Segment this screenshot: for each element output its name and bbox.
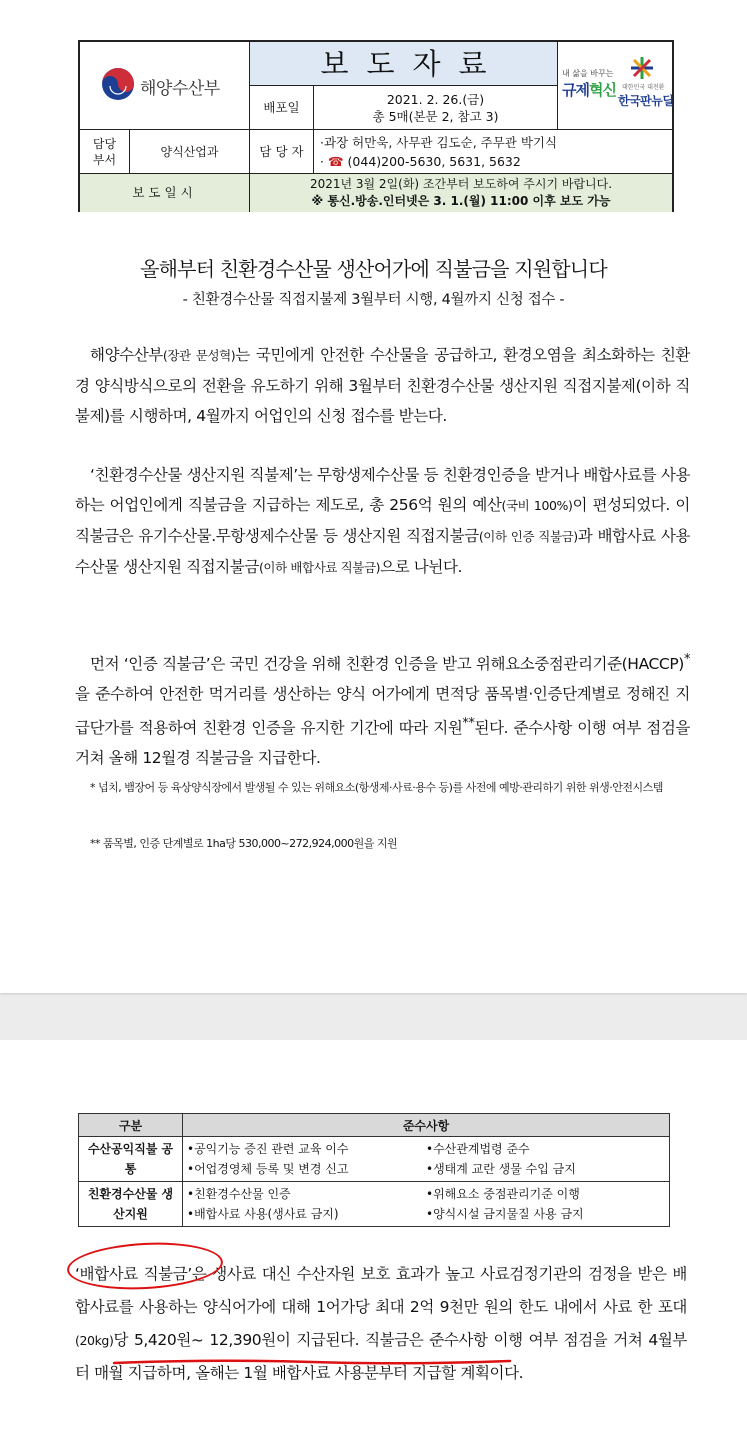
p2-text-e: 과 배합사료 사용 수산물 생산지원 직접지불금	[75, 527, 690, 576]
list-item: •수산관계법령 준수	[426, 1142, 530, 1156]
table-header-requirements: 준수사항	[183, 1114, 670, 1137]
distribution-date-value	[314, 86, 558, 130]
korean-new-deal-logo: 한국판뉴딜	[618, 94, 674, 108]
department-value: 양식산업과	[130, 130, 250, 174]
p4-text-b: (20kg)	[75, 1333, 114, 1348]
logo-text-b: 혁신	[588, 81, 616, 99]
body-paragraph-1	[75, 340, 690, 431]
p1-text-a: 해양수산부	[90, 346, 163, 364]
p4-text-a: ‘배합사료 직불금’은 생사료 대신 수산자원 보호 효과가 높고 사료검정기관의 검정을 받은 배합사료를 사용하는 양식어가에 대해 1어가당 최대 2억 9천만 원의 한도 내에서 사료 한 포대	[75, 1265, 687, 1316]
distribution-date: 2021. 2. 26.(금)	[386, 92, 485, 107]
department-label-line2: 부서	[92, 153, 117, 167]
department-label-line1: 담당	[92, 137, 117, 151]
headline: 올해부터 친환경수산물 생산어가에 직불금을 지원합니다	[140, 257, 607, 281]
press-release-header-table	[78, 40, 674, 212]
p2-text-f: (이하 배합사료 직불금)	[258, 560, 381, 575]
list-item: •위해요소 중점관리기준 이행	[426, 1187, 580, 1201]
phone-prefix: ·	[320, 154, 324, 169]
taegeuk-emblem-icon	[100, 66, 136, 102]
p3-text-a: 먼저 ‘인증 직불금’은 국민 건강을 위해 친환경 인증을 받고 위해요소중점관리기준(HACCP)	[90, 655, 684, 674]
regulation-innovation-logo-tagline: 내 삶을 바꾸는	[562, 69, 614, 78]
contact-person-label: 담 당 자	[250, 130, 314, 174]
p4-text-c: 당 5,420원~ 12,390원이 지급된다. 직불금은 준수사항 이행 여부 점검을 거쳐 4월부터 매월 지급하며, 올해는 1월 배합사료 사용분부터 지급할 계획이다.	[75, 1331, 687, 1382]
table-row-category: 수산공익직불 공통	[79, 1137, 183, 1182]
phone-icon: ☎	[327, 154, 344, 169]
table-row	[79, 1137, 670, 1182]
footnote-marker-2: **	[462, 716, 475, 732]
release-time-label: 보도일시	[80, 174, 250, 212]
p2-text-d: (이하 인증 직불금)	[478, 529, 578, 544]
release-time-line1: 2021년 3월 2일(화) 조간부터 보도하여 주시기 바랍니다.	[309, 177, 613, 191]
contact-names: ·과장 허만욱, 사무관 김도순, 주무관 박기식	[320, 135, 558, 150]
table-header-category: 구분	[79, 1114, 183, 1137]
logo-text-a: 규제	[562, 81, 589, 99]
campaign-logos-cell	[558, 42, 672, 130]
p2-text-b: (국비 100%)	[501, 498, 573, 513]
table-row-items	[183, 1137, 670, 1182]
list-item: •어업경영체 등록 및 변경 신고	[187, 1162, 349, 1176]
korean-new-deal-logo-tagline: 대한민국 대전환	[622, 84, 665, 91]
p2-text-g: 으로 나뉜다.	[380, 558, 463, 576]
p3-text-c: 된다. 준수사항 이행 여부 점검을 거쳐 올해 12월경 직불금을 지급한다.	[75, 719, 690, 768]
footnote-1: * 넙치, 뱀장어 등 육상양식장에서 발생될 수 있는 위해요소(항생제·사료·용수 등)를 사전에 예방·관리하기 위한 위생·안전시스템	[90, 781, 663, 794]
distribution-date-label: 배포일	[250, 86, 314, 130]
list-item: •공익기능 증진 관련 교육 이수	[187, 1142, 349, 1156]
list-item: •친환경수산물 인증	[187, 1187, 291, 1201]
p2-text-a: ‘친환경수산물 생산지원 직불제’는 무항생제수산물 등 친환경인증을 받거나 배합사료를 사용하는 어업인에게 직불금을 지급하는 제도로, 총 256억 원의 예산	[75, 466, 690, 514]
p2-text-c: 이 편성되었다. 이 직불금은 유기수산물.무항생제수산물 등 생산지원 직접지불금	[75, 496, 691, 545]
regulation-innovation-logo	[562, 79, 616, 100]
table-row	[79, 1182, 670, 1227]
contact-phone: (044)200-5630, 5631, 5632	[347, 154, 521, 169]
body-paragraph-3	[75, 645, 690, 773]
footnote-marker-1: *	[683, 652, 690, 667]
ministry-logo-cell	[80, 42, 250, 130]
release-time-line2: ※ 통신.방송.인터넷은 3. 1.(월) 11:00 이후 보도 가능	[311, 194, 611, 208]
press-release-title: 보도자료	[250, 42, 558, 86]
p1-text-b: (장관 문성혁)	[162, 348, 236, 363]
subheadline: - 친환경수산물 직접지불제 3월부터 시행, 4월까지 신청 접수 -	[182, 292, 565, 308]
korean-new-deal-logo-icon	[630, 56, 654, 80]
list-item: •양식시설 금지물질 사용 금지	[426, 1207, 584, 1221]
contact-phone-line	[320, 152, 672, 171]
table-row-items	[183, 1182, 670, 1227]
footnote-2: ** 품목별, 인증 단계별로 1ha당 530,000~272,924,000원을 지원	[90, 837, 398, 850]
list-item: •배합사료 사용(생사료 금지)	[187, 1207, 339, 1221]
body-paragraph-2	[75, 460, 690, 583]
p1-text-c: 는 국민에게 안전한 수산물을 공급하고, 환경오염을 최소화하는 친환경 양식방식으로의 전환을 유도하기 위해 3월부터 친환경수산물 생산지원 직접지불제(이하 직불제)를 시행하며, 4월까지 어업인의 신청 접수를 받는다.	[75, 346, 691, 425]
ministry-name: 해양수산부	[140, 79, 220, 99]
compliance-table	[78, 1113, 670, 1227]
list-item: •생태계 교란 생물 수입 금지	[426, 1162, 576, 1176]
handwritten-underline-annotation	[112, 1357, 512, 1367]
table-header-row	[79, 1114, 670, 1137]
release-time-value	[250, 174, 672, 212]
department-label	[80, 130, 130, 174]
p3-text-b: 을 준수하여 안전한 먹거리를 생산하는 양식 어가에게 면적당 품목별·인증단계별로 정해진 지급단가를 적용하여 친환경 인증을 유지한 기간에 따라 지원	[75, 685, 690, 738]
page-count: 총 5매(본문 2, 참고 3)	[372, 109, 499, 124]
table-row-category: 친환경수산물 생산지원	[79, 1182, 183, 1227]
contact-person-value	[314, 130, 672, 174]
